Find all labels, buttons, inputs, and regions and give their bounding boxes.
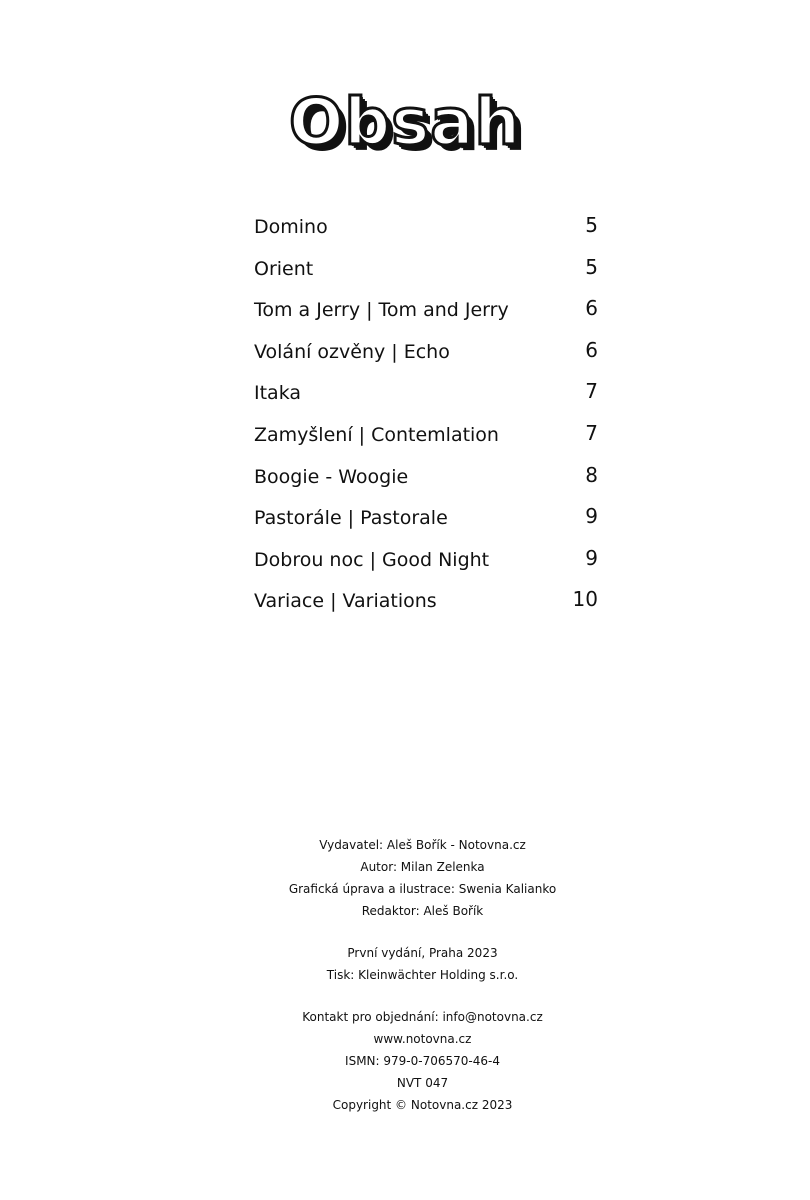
table-of-contents (254, 207, 604, 623)
imprint-ismn: ISMN: 979-0-706570-46-4 (345, 1054, 500, 1068)
imprint-graphics: Grafická úprava a ilustrace: Swenia Kalianko (288, 882, 557, 896)
toc-entry-page: 9 (585, 545, 598, 570)
toc-entry-page: 8 (585, 462, 598, 487)
toc-entry-page: 7 (585, 420, 598, 445)
imprint-contact: Kontakt pro objednání: info@notovna.cz (302, 1010, 543, 1024)
toc-entry (254, 290, 604, 332)
imprint-author: Autor: Milan Zelenka (360, 860, 485, 874)
toc-entry (254, 498, 604, 540)
toc-entry-title: Orient (254, 257, 314, 280)
toc-entry-page: 7 (585, 379, 598, 404)
toc-entry-title: Domino (254, 216, 328, 238)
toc-entry-page: 6 (585, 296, 598, 321)
toc-entry (254, 581, 604, 623)
toc-entry-page: 10 (572, 587, 598, 612)
imprint (0, 834, 810, 1116)
imprint-edition: První vydání, Praha 2023 (347, 946, 498, 960)
toc-entry-page: 5 (585, 213, 598, 237)
imprint-copyright: Copyright © Notovna.cz 2023 (332, 1098, 513, 1112)
toc-entry-title: Tom a Jerry | Tom and Jerry (254, 299, 509, 322)
toc-entry-title: Pastorále | Pastorale (254, 507, 448, 530)
toc-entry-title: Dobrou noc | Good Night (254, 548, 490, 571)
imprint-spacer (0, 922, 810, 942)
toc-entry-title: Boogie - Woogie (254, 465, 409, 488)
imprint-code: NVT 047 (396, 1076, 449, 1090)
toc-entry (254, 415, 604, 457)
toc-entry-title: Itaka (254, 382, 302, 405)
toc-entry (254, 207, 604, 249)
toc-entry (254, 249, 604, 291)
imprint-editor: Redaktor: Aleš Bořík (361, 904, 484, 918)
imprint-publisher: Vydavatel: Aleš Bořík - Notovna.cz (319, 838, 526, 852)
toc-entry-title: Zamyšlení | Contemlation (254, 423, 499, 446)
toc-entry (254, 332, 604, 374)
imprint-website: www.notovna.cz (373, 1032, 472, 1046)
toc-entry (254, 457, 604, 499)
toc-entry-title: Volání ozvěny | Echo (254, 340, 450, 363)
toc-entry (254, 373, 604, 415)
imprint-spacer (0, 986, 810, 1006)
toc-entry-page: 9 (585, 504, 598, 529)
toc-entry (254, 540, 604, 582)
imprint-print: Tisk: Kleinwächter Holding s.r.o. (326, 968, 519, 982)
toc-entry-page: 5 (585, 254, 598, 279)
toc-entry-page: 6 (585, 337, 598, 362)
toc-entry-title: Variace | Variations (254, 590, 437, 613)
page-title: Obsah (288, 86, 522, 160)
